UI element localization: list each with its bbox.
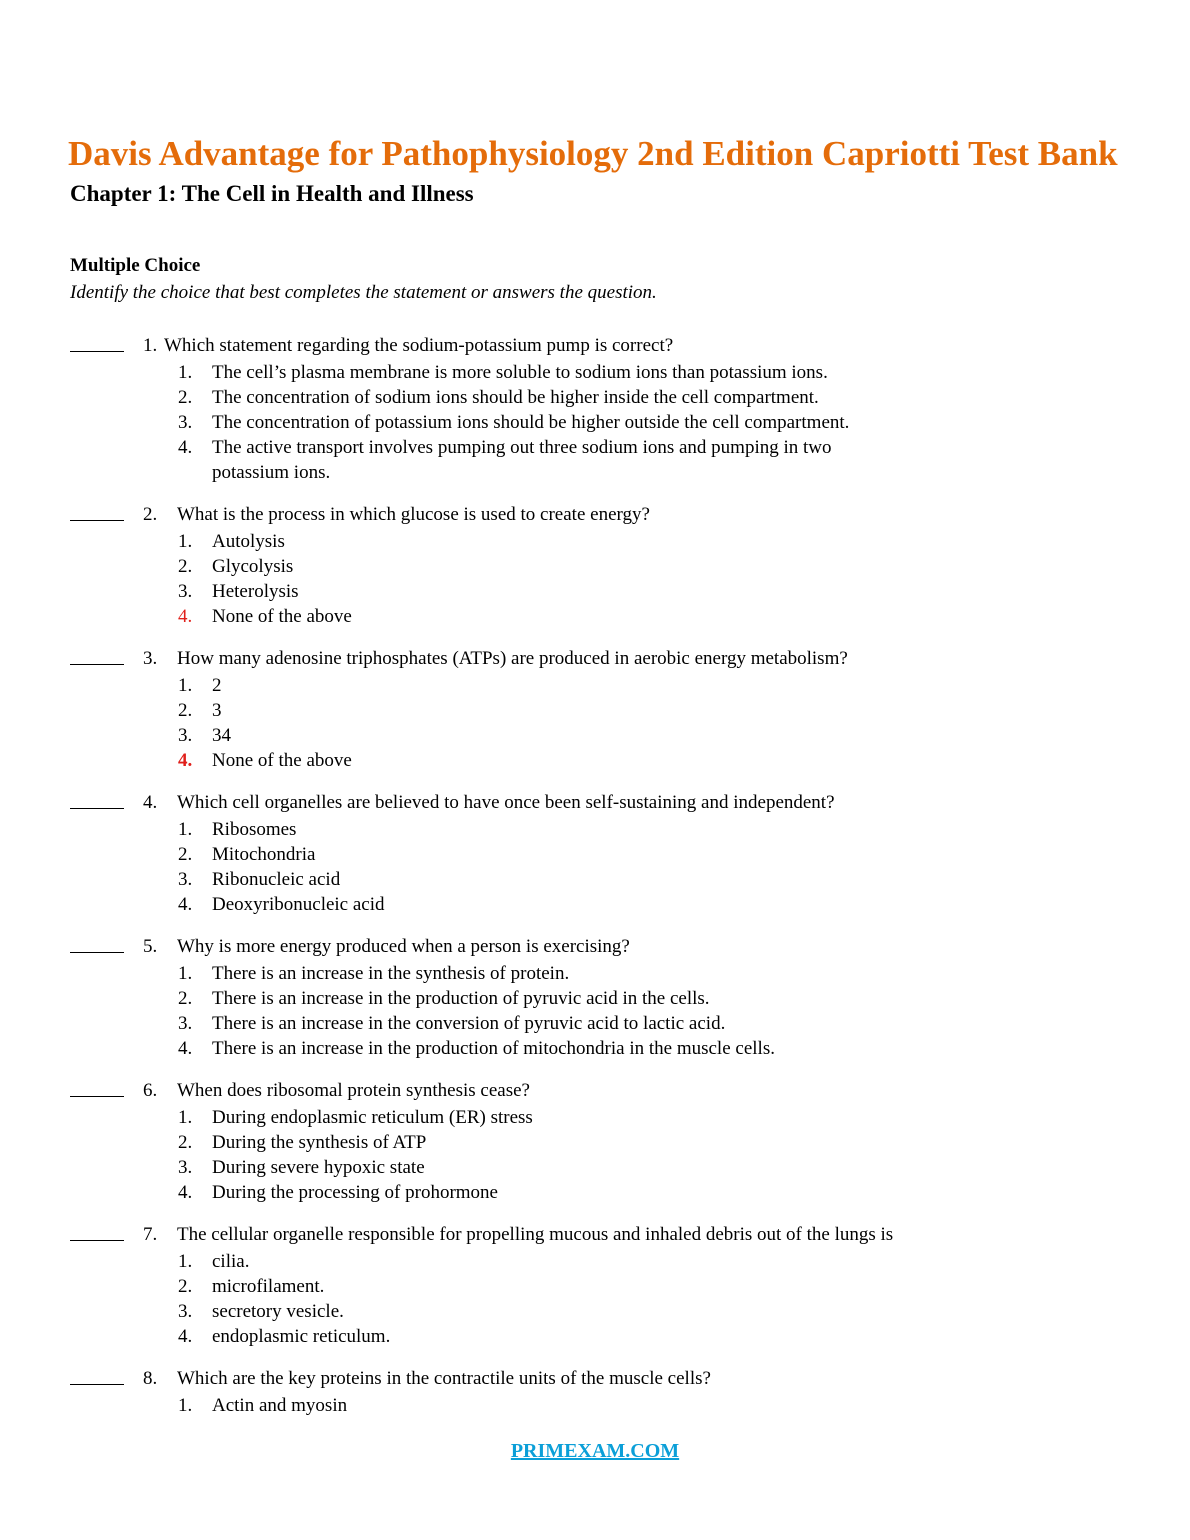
answer-blank[interactable]: [70, 1222, 124, 1241]
option-number: 1.: [178, 531, 193, 552]
option-number: 2.: [178, 1276, 193, 1297]
option-text: The active transport involves pumping out three sodium ions and pumping in two potassium ions.: [212, 437, 832, 483]
option-number: 3.: [178, 869, 193, 890]
instructions-text: Identify the choice that best completes the statement or answers the question.: [70, 282, 657, 303]
option-item: [0, 1299, 1190, 1324]
option-text: Ribonucleic acid: [212, 869, 341, 890]
option-number: 4.: [178, 1038, 193, 1059]
option-text: microfilament.: [212, 1276, 325, 1297]
question-number: 5.: [143, 936, 158, 957]
option-text: During endoplasmic reticulum (ER) stress: [212, 1107, 533, 1128]
question-2: [0, 502, 1190, 629]
option-list: [0, 360, 1190, 485]
option-number: 2.: [178, 844, 193, 865]
option-number: 1.: [178, 1107, 193, 1128]
question-text: How many adenosine triphosphates (ATPs) are produced in aerobic energy metabolism?: [177, 648, 848, 669]
option-item: [0, 1105, 1190, 1130]
option-text: 3: [212, 700, 222, 721]
option-item: [0, 842, 1190, 867]
option-item: [0, 1393, 1190, 1418]
answer-blank[interactable]: [70, 646, 124, 665]
option-text: There is an increase in the conversion of pyruvic acid to lactic acid.: [212, 1013, 726, 1034]
option-item: [0, 817, 1190, 842]
option-number: 2.: [178, 1132, 193, 1153]
question-number: 4.: [143, 792, 158, 813]
option-list: [0, 529, 1190, 629]
chapter-heading: Chapter 1: The Cell in Health and Illness: [70, 181, 474, 206]
question-number: 7.: [143, 1224, 158, 1245]
option-list: [0, 1105, 1190, 1205]
option-item: [0, 723, 1190, 748]
option-item: [0, 673, 1190, 698]
option-text: 2: [212, 675, 222, 696]
option-item: [0, 579, 1190, 604]
option-number-highlighted: 4.: [178, 750, 193, 771]
option-item: [0, 554, 1190, 579]
option-text: 34: [212, 725, 231, 746]
option-number: 1.: [178, 1395, 193, 1416]
question-3: [0, 646, 1190, 773]
option-item: [0, 360, 1190, 385]
answer-blank[interactable]: [70, 1078, 124, 1097]
option-text: The concentration of sodium ions should be higher inside the cell compartment.: [212, 387, 819, 408]
question-text: What is the process in which glucose is used to create energy?: [177, 504, 650, 525]
option-text: There is an increase in the synthesis of protein.: [212, 963, 570, 984]
answer-blank[interactable]: [70, 934, 124, 953]
question-7: [0, 1222, 1190, 1349]
option-text: Ribosomes: [212, 819, 297, 840]
answer-blank[interactable]: [70, 1366, 124, 1385]
question-number: 3.: [143, 648, 158, 669]
option-item: [0, 961, 1190, 986]
option-text: Autolysis: [212, 531, 285, 552]
option-number: 3.: [178, 1301, 193, 1322]
question-number: 6.: [143, 1080, 158, 1101]
option-text: Actin and myosin: [212, 1395, 348, 1416]
option-item: [0, 435, 1190, 485]
option-text: cilia.: [212, 1251, 250, 1272]
option-number: 4.: [178, 1326, 193, 1347]
option-number: 3.: [178, 581, 193, 602]
option-number: 1.: [178, 963, 193, 984]
option-item: [0, 986, 1190, 1011]
option-item: [0, 1249, 1190, 1274]
answer-blank[interactable]: [70, 790, 124, 809]
question-4: [0, 790, 1190, 917]
option-text: There is an increase in the production of mitochondria in the muscle cells.: [212, 1038, 775, 1059]
option-text: None of the above: [212, 750, 352, 771]
option-text: During severe hypoxic state: [212, 1157, 425, 1178]
footer-link[interactable]: PRIMEXAM.COM: [510, 1440, 680, 1462]
question-number: 8.: [143, 1368, 158, 1389]
option-list: [0, 1249, 1190, 1349]
answer-blank[interactable]: [70, 333, 124, 352]
option-item: [0, 1130, 1190, 1155]
option-item: [0, 385, 1190, 410]
option-item: [0, 1036, 1190, 1061]
option-item: [0, 1274, 1190, 1299]
option-number: 3.: [178, 1013, 193, 1034]
option-text: Glycolysis: [212, 556, 294, 577]
question-1: [0, 333, 1190, 485]
question-text: Which cell organelles are believed to have once been self-sustaining and independent?: [177, 792, 835, 813]
option-number: 4.: [178, 894, 193, 915]
option-number: 4.: [178, 437, 193, 458]
option-list: [0, 817, 1190, 917]
option-item: [0, 1011, 1190, 1036]
option-number: 2.: [178, 700, 193, 721]
option-item: [0, 410, 1190, 435]
option-text: endoplasmic reticulum.: [212, 1326, 391, 1347]
option-number-highlighted: 4.: [178, 606, 193, 627]
question-5: [0, 934, 1190, 1061]
option-item: [0, 1324, 1190, 1349]
option-text: None of the above: [212, 606, 352, 627]
question-number: 1.: [143, 335, 158, 356]
option-number: 3.: [178, 412, 193, 433]
option-text: The concentration of potassium ions should be higher outside the cell compartment.: [212, 412, 850, 433]
option-text: There is an increase in the production of pyruvic acid in the cells.: [212, 988, 710, 1009]
option-item: [0, 1155, 1190, 1180]
option-text: The cell’s plasma membrane is more soluble to sodium ions than potassium ions.: [212, 362, 828, 383]
question-6: [0, 1078, 1190, 1205]
option-item: [0, 698, 1190, 723]
option-item-answer: [0, 748, 1190, 773]
option-number: 2.: [178, 387, 193, 408]
question-number: 2.: [143, 504, 158, 525]
question-text: The cellular organelle responsible for propelling mucous and inhaled debris out of the lungs is: [177, 1224, 894, 1245]
option-number: 1.: [178, 1251, 193, 1272]
question-text: Which statement regarding the sodium-potassium pump is correct?: [164, 335, 674, 356]
question-list: [0, 333, 1190, 1435]
option-text: secretory vesicle.: [212, 1301, 344, 1322]
question-text: When does ribosomal protein synthesis cease?: [177, 1080, 530, 1101]
document-title: Davis Advantage for Pathophysiology 2nd Edition Capriotti Test Bank: [68, 134, 1118, 173]
option-number: 1.: [178, 362, 193, 383]
option-number: 3.: [178, 1157, 193, 1178]
option-text: During the processing of prohormone: [212, 1182, 498, 1203]
option-list: [0, 673, 1190, 773]
question-text: Why is more energy produced when a person is exercising?: [177, 936, 630, 957]
option-item: [0, 892, 1190, 917]
option-item: [0, 529, 1190, 554]
question-text: Which are the key proteins in the contractile units of the muscle cells?: [177, 1368, 711, 1389]
option-text: Deoxyribonucleic acid: [212, 894, 385, 915]
option-item: [0, 867, 1190, 892]
option-list: [0, 1393, 1190, 1418]
option-text: During the synthesis of ATP: [212, 1132, 427, 1153]
option-item: [0, 1180, 1190, 1205]
section-heading: Multiple Choice: [70, 255, 201, 276]
option-number: 2.: [178, 556, 193, 577]
option-text: Heterolysis: [212, 581, 299, 602]
option-number: 2.: [178, 988, 193, 1009]
option-number: 3.: [178, 725, 193, 746]
question-8: [0, 1366, 1190, 1418]
option-number: 1.: [178, 675, 193, 696]
option-number: 1.: [178, 819, 193, 840]
option-list: [0, 961, 1190, 1061]
answer-blank[interactable]: [70, 502, 124, 521]
option-number: 4.: [178, 1182, 193, 1203]
option-item-answer: [0, 604, 1190, 629]
option-text: Mitochondria: [212, 844, 316, 865]
